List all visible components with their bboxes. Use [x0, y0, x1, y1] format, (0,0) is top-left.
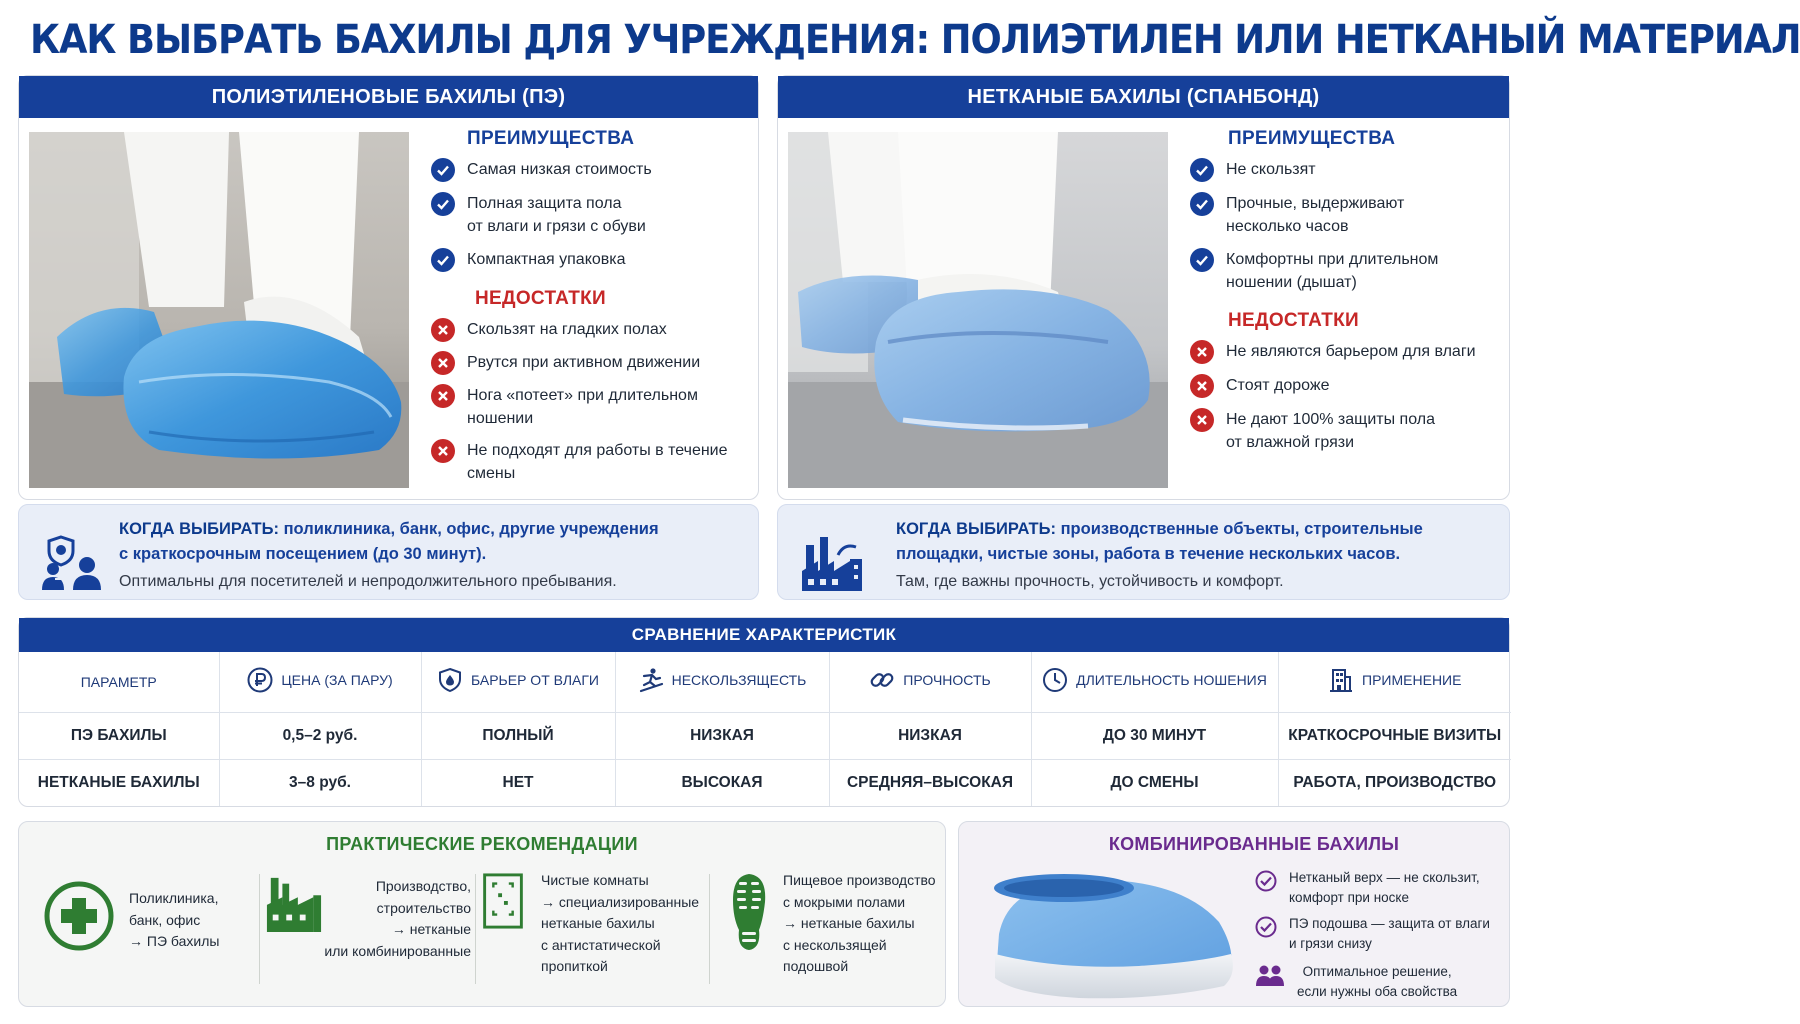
- cross-icon: [1190, 374, 1214, 398]
- pe-shoe-cover-photo: [29, 132, 409, 488]
- nonwoven-cons-title: НЕДОСТАТКИ: [1228, 310, 1359, 331]
- list-item: Комфортны при длительном ношении (дышат): [1190, 248, 1505, 294]
- shield-drop-icon: [437, 667, 463, 693]
- nonwoven-cons-list: [1190, 340, 1505, 454]
- recommendation-item: Чистые комнаты → специализированные нетканые бахилы с антистатической пропиткой: [481, 870, 711, 990]
- recommendations-title: ПРАКТИЧЕСКИЕ РЕКОМЕНДАЦИИ: [326, 834, 638, 854]
- comparison-title: СРАВНЕНИЕ ХАРАКТЕРИСТИК: [19, 618, 1509, 652]
- nonwoven-shoe-cover-photo: [788, 132, 1168, 488]
- table-row: НЕТКАНЫЕ БАХИЛЫ 3–8 руб. НЕТ ВЫСОКАЯ СРЕДНЯЯ–ВЫСОКАЯ ДО СМЕНЫ РАБОТА, ПРОИЗВОДСТВО: [19, 759, 1511, 806]
- recommendation-item: Поликлиника, банк, офис → ПЭ бахилы: [39, 870, 259, 990]
- comparison-table: [18, 617, 1510, 807]
- slip-icon: [638, 667, 664, 693]
- pe-when-subtext: Оптимальны для посетителей и непродолжительного пребывания.: [119, 573, 617, 590]
- list-item: Оптимальное решение, если нужны оба свойства: [1255, 962, 1495, 1002]
- nonwoven-pros-list: [1190, 158, 1505, 294]
- table-header-moisture: БАРЬЕР ОТ ВЛАГИ: [421, 652, 615, 712]
- clock-icon: [1042, 667, 1068, 693]
- combined-features-list: [1255, 868, 1495, 1008]
- nonwoven-pros-cons: [1190, 128, 1505, 464]
- pe-card: [18, 75, 759, 500]
- check-icon: [431, 158, 455, 182]
- pe-when-to-choose: [18, 504, 759, 600]
- table-header-price: ЦЕНА (ЗА ПАРУ): [219, 652, 421, 712]
- cross-icon: [431, 351, 455, 375]
- table-row: ПЭ БАХИЛЫ 0,5–2 руб. ПОЛНЫЙ НИЗКАЯ НИЗКАЯ ДО 30 МИНУТ КРАТКОСРОЧНЫЕ ВИЗИТЫ: [19, 712, 1511, 759]
- pe-cons-list: [431, 318, 751, 485]
- combined-title: КОМБИНИРОВАННЫЕ БАХИЛЫ: [1108, 834, 1400, 854]
- pe-card-header: ПОЛИЭТИЛЕНОВЫЕ БАХИЛЫ (ПЭ): [19, 76, 758, 118]
- people-icon: [41, 535, 105, 591]
- check-icon: [431, 248, 455, 272]
- cross-icon: [1190, 340, 1214, 364]
- nonwoven-card: [777, 75, 1510, 500]
- list-item: Стоят дороже: [1190, 374, 1505, 398]
- cross-icon: [431, 384, 455, 408]
- check-icon: [1190, 158, 1214, 182]
- combined-shoe-cover-photo: [979, 862, 1239, 1002]
- nonwoven-pros-title: ПРЕИМУЩЕСТВА: [1228, 128, 1396, 149]
- cross-icon: [431, 439, 455, 463]
- list-item: ПЭ подошва — защита от влаги и грязи снизу: [1255, 914, 1495, 954]
- cross-icon: [431, 318, 455, 342]
- list-item: Не дают 100% защиты пола от влажной грязи: [1190, 408, 1505, 454]
- combined-panel: [958, 821, 1510, 1007]
- list-item: Компактная упаковка: [431, 248, 751, 272]
- pe-pros-list: [431, 158, 751, 272]
- list-item: Полная защита пола от влаги и грязи с обуви: [431, 192, 751, 238]
- check-circle-icon: [1255, 916, 1277, 938]
- table-header-slip: НЕСКОЛЬЗЯЩЕСТЬ: [615, 652, 829, 712]
- factory-icon: [800, 535, 864, 591]
- shoe-sole-icon: [729, 872, 769, 952]
- recommendation-item: Пищевое производство с мокрыми полами → нетканые бахилы с нескользящей подошвой: [727, 870, 942, 990]
- list-item: Скользят на гладких полах: [431, 318, 751, 342]
- nonwoven-card-header: НЕТКАНЫЕ БАХИЛЫ (СПАНБОНД): [778, 76, 1509, 118]
- list-item: Рвутся при активном движении: [431, 351, 751, 375]
- list-item: Нетканый верх — не скользит, комфорт при носке: [1255, 868, 1495, 908]
- check-icon: [1190, 248, 1214, 272]
- list-item: Не подходят для работы в течение смены: [431, 439, 751, 485]
- list-item: Прочные, выдерживают несколько часов: [1190, 192, 1505, 238]
- page-title: КАК ВЫБРАТЬ БАХИЛЫ ДЛЯ УЧРЕЖДЕНИЯ: ПОЛИЭТИЛЕН ИЛИ НЕТКАНЫЙ МАТЕРИАЛ: [30, 17, 1800, 63]
- pe-cons-title: НЕДОСТАТКИ: [475, 288, 606, 309]
- list-item: Нога «потеет» при длительном ношении: [431, 384, 751, 430]
- table-header-parameter: ПАРАМЕТР: [19, 652, 219, 712]
- check-icon: [431, 192, 455, 216]
- list-item: Не скользят: [1190, 158, 1505, 182]
- pe-pros-cons: [431, 128, 751, 485]
- nonwoven-when-to-choose: [777, 504, 1510, 600]
- cross-icon: [1190, 408, 1214, 432]
- table-header-duration: ДЛИТЕЛЬНОСТЬ НОШЕНИЯ: [1031, 652, 1278, 712]
- table-header-strength: ПРОЧНОСТЬ: [829, 652, 1031, 712]
- pe-pros-title: ПРЕИМУЩЕСТВА: [467, 128, 635, 149]
- recommendations-panel: [18, 821, 946, 1007]
- building-icon: [1328, 667, 1354, 693]
- ruble-icon: [247, 667, 273, 693]
- check-icon: [1190, 192, 1214, 216]
- table-header-application: ПРИМЕНЕНИЕ: [1278, 652, 1511, 712]
- list-item: Не являются барьером для влаги: [1190, 340, 1505, 364]
- medical-cross-icon: [43, 880, 115, 952]
- check-circle-icon: [1255, 870, 1277, 892]
- nonwoven-when-text: КОГДА ВЫБИРАТЬ: производственные объекты, строительные площадки, чистые зоны, работа в течение нескольких часов.: [896, 520, 1423, 563]
- list-item: Самая низкая стоимость: [431, 158, 751, 182]
- nonwoven-when-subtext: Там, где важны прочность, устойчивость и комфорт.: [896, 573, 1284, 590]
- people-icon: [1255, 964, 1285, 986]
- recommendation-item: Производство, строительство → нетканые или комбинированные: [265, 870, 465, 990]
- chain-link-icon: [869, 667, 895, 693]
- cleanroom-icon: [481, 872, 525, 930]
- pe-when-text: КОГДА ВЫБИРАТЬ: поликлиника, банк, офис, другие учреждения с краткосрочным посещением (до 30 минут).: [119, 520, 659, 563]
